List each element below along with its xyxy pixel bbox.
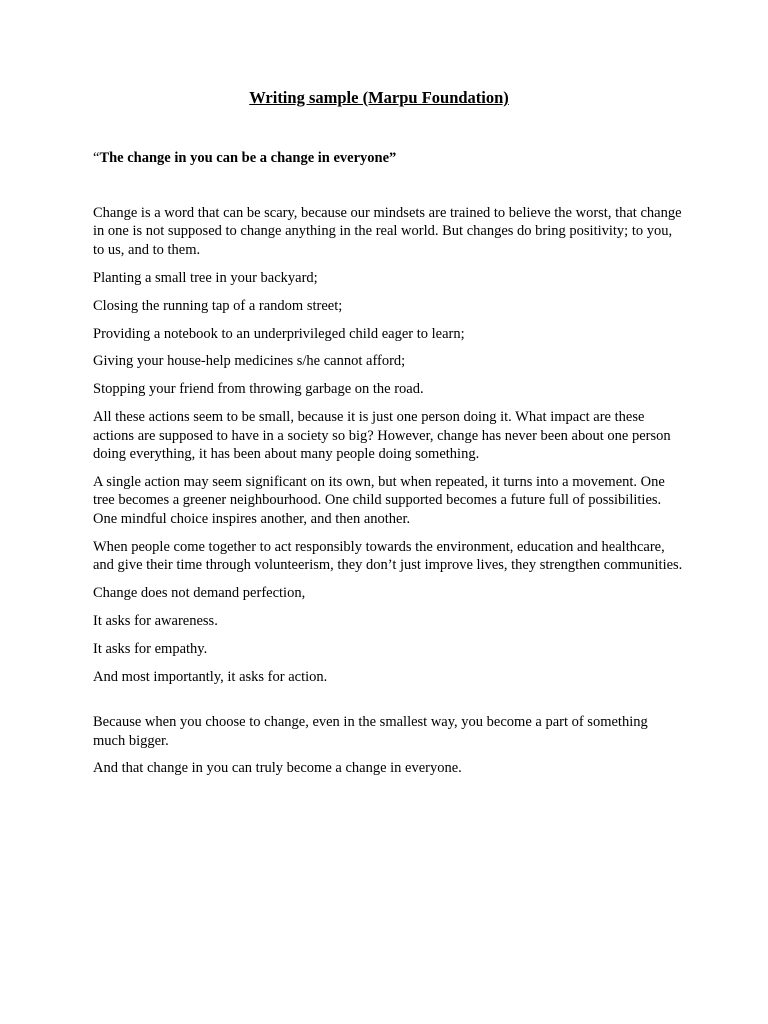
paragraph: A single action may seem significant on its own, but when repeated, it turns into a movement. One tree becomes a greener neighbourhood. One child supported becomes a future full of possibilities. One mindful choice inspires another, and then another. bbox=[93, 473, 665, 527]
paragraph: Planting a small tree in your backyard; bbox=[93, 269, 318, 286]
opening-quote-mark: “ bbox=[93, 150, 100, 166]
paragraph: It asks for awareness. bbox=[93, 612, 218, 629]
opening-quote bbox=[93, 149, 396, 167]
paragraph: It asks for empathy. bbox=[93, 640, 208, 657]
paragraph: When people come together to act responsibly towards the environment, education and healthcare, and give their time through volunteerism, they don’t just improve lives, they strengthen communities. bbox=[93, 538, 683, 574]
paragraph: All these actions seem to be small, because it is just one person doing it. What impact are these actions are supposed to have in a society so big? However, change has never been about one person doing everything, it has been about many people doing something. bbox=[93, 409, 671, 463]
paragraph: Providing a notebook to an underprivileged child eager to learn; bbox=[93, 325, 465, 342]
document-body bbox=[93, 204, 683, 787]
paragraph: Change is a word that can be scary, because our mindsets are trained to believe the worst, that change in one is not supposed to change anything in the real world. But changes do bring positivity; to you, to us, and to them. bbox=[93, 205, 682, 258]
paragraph: Because when you choose to change, even in the smallest way, you become a part of something much bigger. bbox=[93, 714, 648, 749]
paragraph: And that change in you can truly become a change in everyone. bbox=[93, 760, 462, 777]
paragraph: Stopping your friend from throwing garbage on the road. bbox=[93, 381, 424, 398]
paragraph: And most importantly, it asks for action. bbox=[93, 668, 328, 685]
paragraph: Giving your house-help medicines s/he cannot afford; bbox=[93, 353, 406, 370]
paragraph: Change does not demand perfection, bbox=[93, 585, 306, 601]
document-title: Writing sample (Marpu Foundation) bbox=[249, 88, 509, 107]
opening-quote-text: The change in you can be a change in everyone” bbox=[99, 150, 397, 166]
paragraph: Closing the running tap of a random street; bbox=[93, 297, 343, 314]
